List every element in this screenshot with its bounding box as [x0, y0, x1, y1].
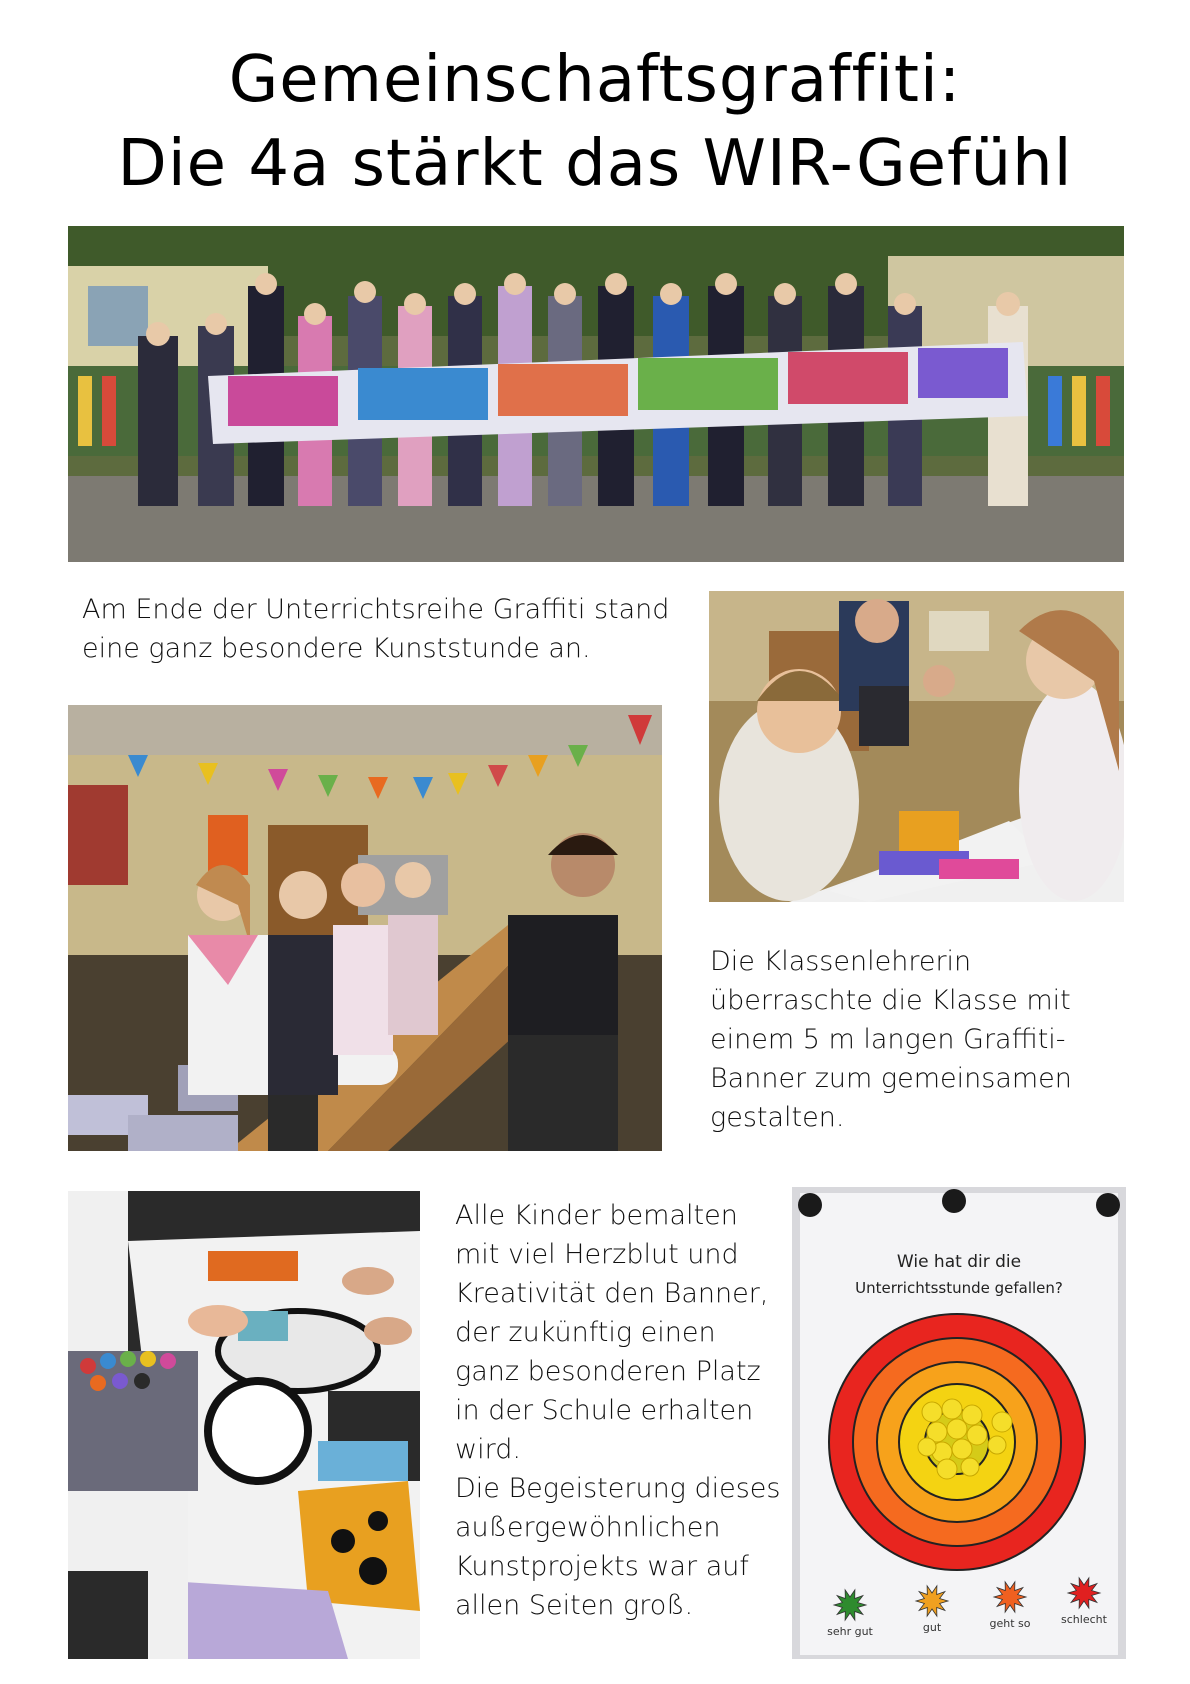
text-line: gestalten.	[710, 1102, 845, 1133]
pin-icon	[1096, 1193, 1120, 1217]
text-line: Die Begeisterung dieses	[455, 1473, 781, 1504]
text-line: ganz besonderen Platz	[455, 1356, 761, 1387]
text-line: Banner zum gemeinsamen	[710, 1063, 1072, 1094]
text-line: wird.	[455, 1434, 521, 1465]
text-line: überraschte die Klasse mit	[710, 985, 1071, 1016]
poster-question-line-2: Unterrichtsstunde gefallen?	[855, 1279, 1063, 1297]
rating-label-geht-so: geht so	[989, 1617, 1031, 1630]
pin-icon	[942, 1189, 966, 1213]
text-line: allen Seiten groß.	[455, 1590, 694, 1621]
group-banner-photo	[68, 226, 1124, 562]
kids-drawing-photo	[709, 591, 1124, 902]
text-line: Die Klassenlehrerin	[710, 946, 972, 977]
text-line: der zukünftig einen	[455, 1317, 716, 1348]
poster-question-line-1: Wie hat dir die	[896, 1252, 1022, 1272]
kids-text	[455, 1196, 785, 1625]
text-line: einem 5 m langen Graffiti-	[710, 1024, 1066, 1055]
teacher-text	[710, 942, 1130, 1137]
text-line: außergewöhnlichen	[455, 1512, 721, 1543]
rating-label-schlecht: schlecht	[1061, 1613, 1107, 1626]
rating-label-sehr-gut: sehr gut	[827, 1625, 873, 1638]
rating-label-gut: gut	[922, 1621, 942, 1634]
text-line: Kunstprojekts war auf	[455, 1551, 749, 1582]
intro-text	[82, 590, 702, 668]
text-line: eine ganz besondere Kunststunde an.	[82, 633, 591, 664]
page-title	[0, 38, 1190, 206]
pin-icon	[798, 1193, 822, 1217]
feedback-poster-photo	[792, 1187, 1126, 1659]
banner-painting-photo	[68, 1191, 420, 1659]
text-line: mit viel Herzblut und	[455, 1239, 739, 1270]
title-line-1: Gemeinschaftsgraffiti:	[228, 43, 962, 117]
text-line: Alle Kinder bemalten	[455, 1200, 738, 1231]
children-at-tables-photo	[68, 705, 662, 1151]
title-line-2: Die 4a stärkt das WIR-Gefühl	[117, 127, 1073, 201]
text-line: Am Ende der Unterrichtsreihe Graffiti stand	[82, 594, 670, 625]
text-line: in der Schule erhalten	[455, 1395, 754, 1426]
text-line: Kreativität den Banner,	[455, 1278, 769, 1309]
